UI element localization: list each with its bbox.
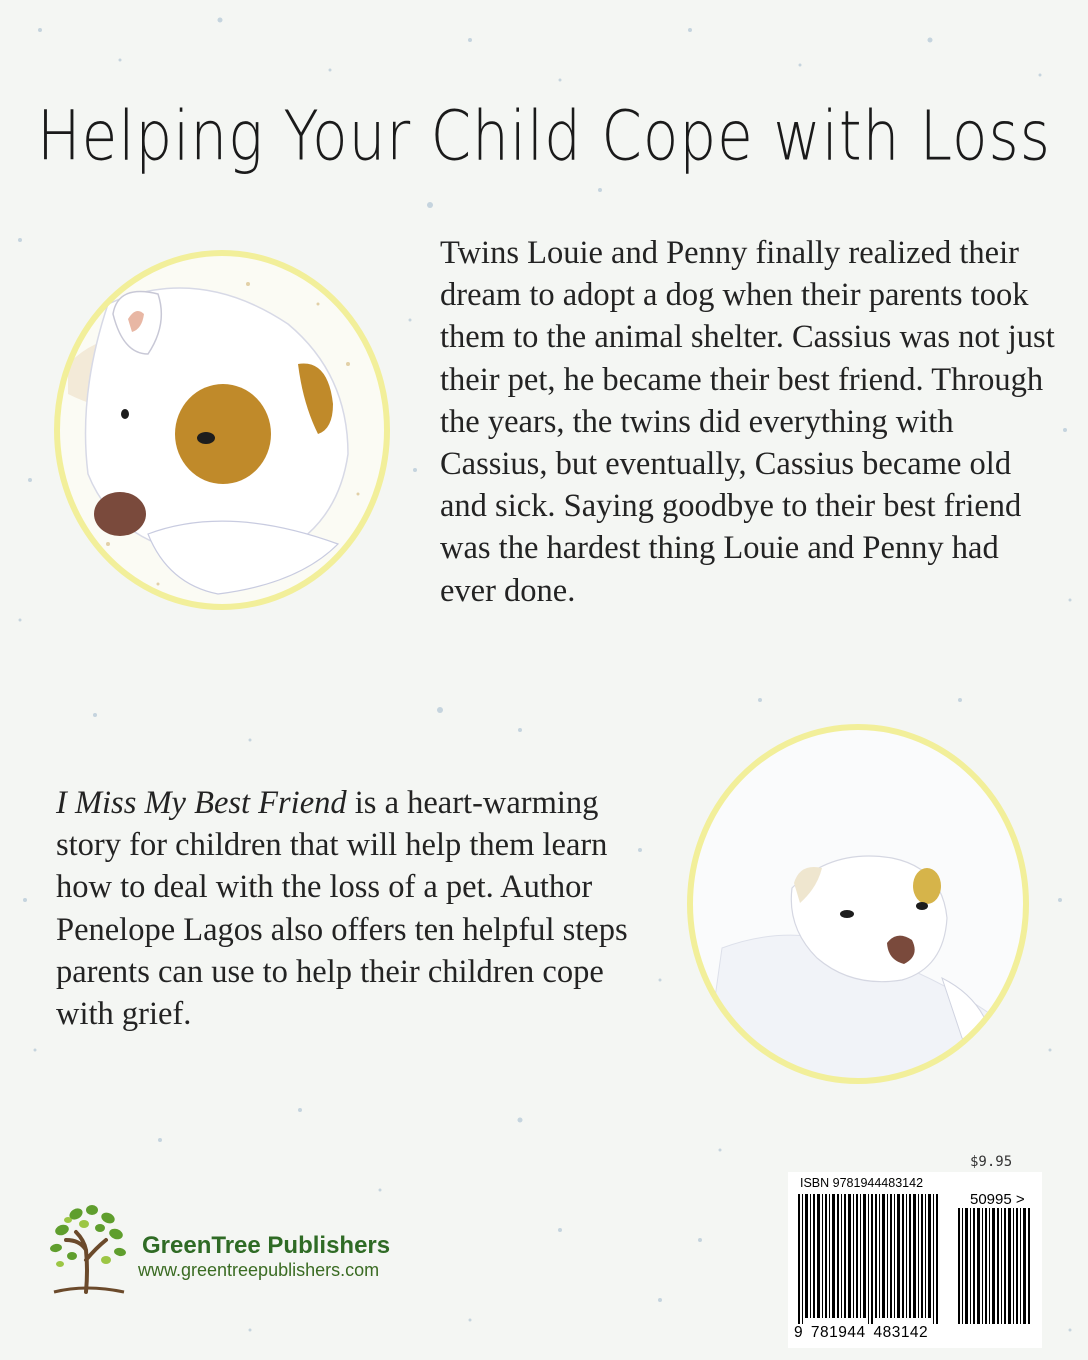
isbn-barcode: [788, 1172, 1042, 1348]
dog-portrait-frame-right: [682, 718, 1034, 1090]
headline: Helping Your Child Cope with Loss: [37, 96, 1051, 177]
isbn-digits: 9 781944 483142: [794, 1324, 929, 1341]
isbn-label: ISBN 9781944483142: [800, 1176, 924, 1190]
barcode-bars: [798, 1194, 1034, 1324]
description-paragraph-1: Twins Louie and Penny finally realized their dream to adopt a dog when their parents took them to the animal shelter. Cassius was not just their pet, he became their best friend. Through the years, the twins did everything with Cassius, but eventually, Cassius became old and sick. Saying goodbye to their best friend was the hardest thing Louie and Penny had ever done.: [440, 235, 1055, 609]
price-code: 50995 >: [970, 1191, 1025, 1208]
publisher-name: GreenTree Publishers: [142, 1232, 391, 1259]
tree-logo-icon: [46, 1200, 130, 1296]
publisher-url: www.greentreepublishers.com: [138, 1260, 380, 1280]
book-title: I Miss My Best Friend: [56, 785, 347, 821]
description-text: is a heart-warming story for children that will help them learn how to deal with the loss of a pet. Author Penelope Lagos also offers ten helpful steps parents can use to help their children cope with grief.: [56, 785, 628, 1033]
description-paragraph-2: [56, 782, 646, 1035]
price-label: $9.95: [970, 1154, 1013, 1170]
dog-portrait-frame-left: [48, 244, 396, 616]
